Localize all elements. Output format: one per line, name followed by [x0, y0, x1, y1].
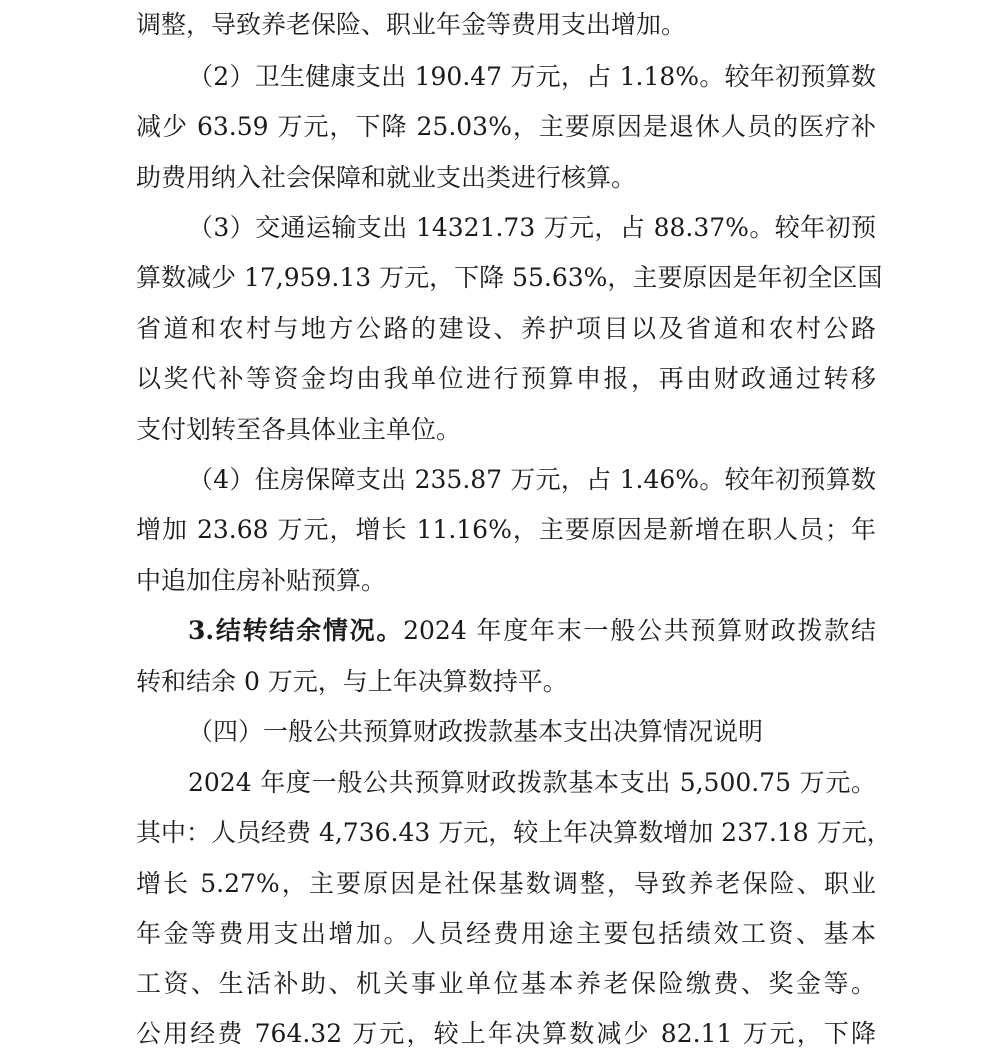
text-line: 其中：人员经费 4,736.43 万元，较上年决算数增加 237.18 万元， [136, 818, 892, 847]
text-line: 工资、生活补助、机关事业单位基本养老保险缴费、奖金等。 [136, 969, 876, 998]
text-line [188, 609, 876, 653]
section-lead-bold: 3.结转结余情况。 [188, 616, 404, 645]
text-line: 省道和农村与地方公路的建设、养护项目以及省道和农村公路 [136, 314, 876, 343]
text-line: 中追加住房补贴预算。 [136, 566, 387, 595]
text-line: 助费用纳入社会保障和就业支出类进行核算。 [136, 163, 637, 192]
text-line: 增加 23.68 万元，增长 11.16%，主要原因是新增在职人员；年 [136, 515, 876, 544]
text-line: （3）交通运输支出 14321.73 万元，占 88.37%。较年初预 [188, 213, 876, 242]
text-line: 年金等费用支出增加。人员经费用途主要包括绩效工资、基本 [136, 919, 876, 948]
section-heading: （四）一般公共预算财政拨款基本支出决算情况说明 [188, 717, 764, 746]
text-line: 调整，导致养老保险、职业年金等费用支出增加。 [136, 10, 687, 39]
text-line: 算数减少 17,959.13 万元，下降 55.63%，主要原因是年初全区国 [136, 263, 883, 292]
section-lead-text: 2024 年度年末一般公共预算财政拨款结 [403, 616, 876, 645]
text-line: 以奖代补等资金均由我单位进行预算申报，再由财政通过转移 [136, 364, 876, 393]
text-line: 公用经费 764.32 万元，较上年决算数减少 82.11 万元，下降 [136, 1019, 876, 1048]
text-line: 增长 5.27%，主要原因是社保基数调整，导致养老保险、职业 [136, 869, 876, 898]
text-line: 减少 63.59 万元，下降 25.03%，主要原因是退休人员的医疗补 [136, 112, 876, 141]
text-line: 2024 年度一般公共预算财政拨款基本支出 5,500.75 万元。 [188, 768, 876, 797]
text-line: 支付划转至各具体业主单位。 [136, 415, 462, 444]
text-line: （2）卫生健康支出 190.47 万元，占 1.18%。较年初预算数 [188, 62, 876, 91]
text-line: （4）住房保障支出 235.87 万元，占 1.46%。较年初预算数 [188, 465, 876, 494]
text-line: 转和结余 0 万元，与上年决算数持平。 [136, 667, 568, 696]
